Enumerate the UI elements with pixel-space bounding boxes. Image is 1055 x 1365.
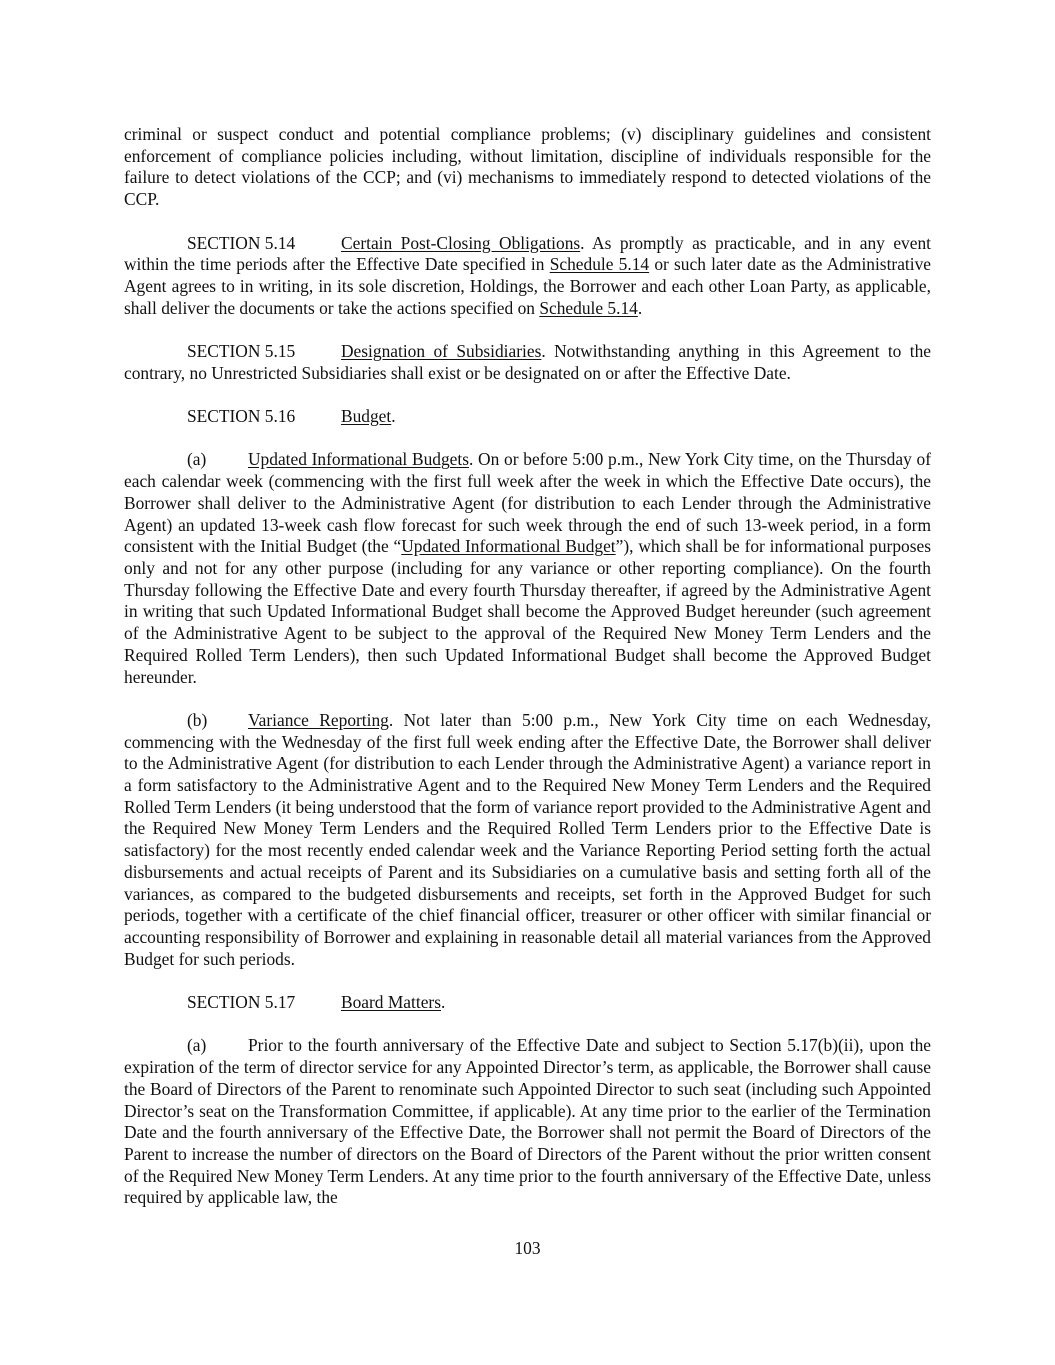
document-page [124,124,931,1209]
section-title: Budget [341,406,392,427]
schedule-reference: Schedule 5.14 [549,254,650,275]
section-5-16-b: (b) Variance Reporting. Not later than 5:00 p.m., New York City time on each Wednesday, commencing with the Wednesday of the first full week ending after the Effective Date, the Borrower shall deliver to the Administrative Agent (for distribution to each Lender through the Administrative Agent) a variance report in a form satisfactory to the Administrative Agent and to the Required New Money Term Lenders and the Required Rolled Term Lenders (it being understood that the form of variance report provided to the Administrative Agent and the Required New Money Term Lenders and the Required Rolled Term Lenders prior to the Effective Date is satisfactory) for the most recently ended calendar week and the Variance Reporting Period setting forth the actual disbursements and actual receipts of Parent and its Subsidiaries on a cumulative basis and setting forth all of the variances, as compared to the budgeted disbursements and receipts, set forth in the Approved Budget for such periods, together with a certificate of the chief financial officer, treasurer or other officer with similar financial or accounting responsibility of Borrower and explaining in reasonable detail all material variances from the Approved Budget for such periods. [124,709,931,969]
section-title: Certain Post-Closing Obligations [341,232,581,253]
clause-title: Updated Informational Budgets [248,449,469,470]
section-5-17-a: (a) Prior to the fourth anniversary of the Effective Date and subject to Section 5.17(b)(ii), upon the expiration of the term of director service for any Appointed Director’s term, as applicable, the Borrower shall cause the Board of Directors of the Parent to renominate such Appointed Director to such seat (including such Appointed Director’s seat on the Transformation Committee, if applicable). At any time prior to the earlier of the Termination Date and the fourth anniversary of the Effective Date, the Borrower shall not permit the Board of Directors of the Parent to increase the number of directors on the Board of Directors of the Parent without the prior written consent of the Required New Money Term Lenders. At any time prior to the fourth anniversary of the Effective Date, unless required by applicable law, the [124,1035,931,1208]
intro-paragraph: criminal or suspect conduct and potential compliance problems; (v) disciplinary guidelines and consistent enforcement of compliance policies including, without limitation, discipline of individuals responsible for the failure to detect violations of the CCP; and (vi) mechanisms to immediately respond to detected violations of the CCP. [124,124,931,210]
section-5-14: SECTION 5.14 Certain Post-Closing Obligations. As promptly as practicable, and in any event within the time periods after the Effective Date specified in Schedule 5.14 or such later date as the Administrative Agent agrees to in writing, in its sole discretion, Holdings, the Borrower and each other Loan Party, as applicable, shall deliver the documents or take the actions specified on Schedule 5.14. [124,232,931,318]
clause-label: (b) [187,709,208,730]
section-5-16-heading: SECTION 5.16 Budget. [187,406,396,427]
section-number: SECTION 5.16 [187,406,296,427]
clause-label: (a) [187,449,207,470]
page-number: 103 [514,1238,541,1258]
section-number: SECTION 5.17 [187,992,296,1013]
clause-title: Variance Reporting [248,709,389,730]
schedule-reference: Schedule 5.14 [539,297,638,318]
section-title: Designation of Subsidiaries [341,341,542,361]
section-5-16-a: (a) Updated Informational Budgets. On or before 5:00 p.m., New York City time, on the Thursday of each calendar week (commencing with the first full week after the week in which the Effective Date occurs), the Borrower shall deliver to the Administrative Agent (for distribution to each Lender through the Administrative Agent) an updated 13-week cash flow forecast for such week through the end of such 13-week period, in a form consistent with the Initial Budget (the “Updated Informational Budget”), which shall be for informational purposes only and not for any other purpose (including for any variance or other reporting compliance). On the fourth Thursday following the Effective Date and every fourth Thursday thereafter, if agreed by the Administrative Agent in writing that such Updated Informational Budget shall become the Approved Budget hereunder (such agreement of the Administrative Agent to be subject to the approval of the Required New Money Term Lenders and the Required Rolled Term Lenders), then such Updated Informational Budget shall become the Approved Budget hereunder. [124,449,931,687]
section-title: Board Matters [341,992,441,1013]
section-5-15: SECTION 5.15 Designation of Subsidiaries. Notwithstanding anything in this Agreement to the contrary, no Unrestricted Subsidiaries shall exist or be designated on or after the Effective Date. [124,341,931,383]
clause-label: (a) [187,1035,207,1056]
defined-term: Updated Informational Budget [401,536,616,557]
section-5-17-heading: SECTION 5.17 Board Matters. [187,992,446,1013]
section-number: SECTION 5.14 [187,232,296,253]
section-number: SECTION 5.15 [187,341,296,361]
